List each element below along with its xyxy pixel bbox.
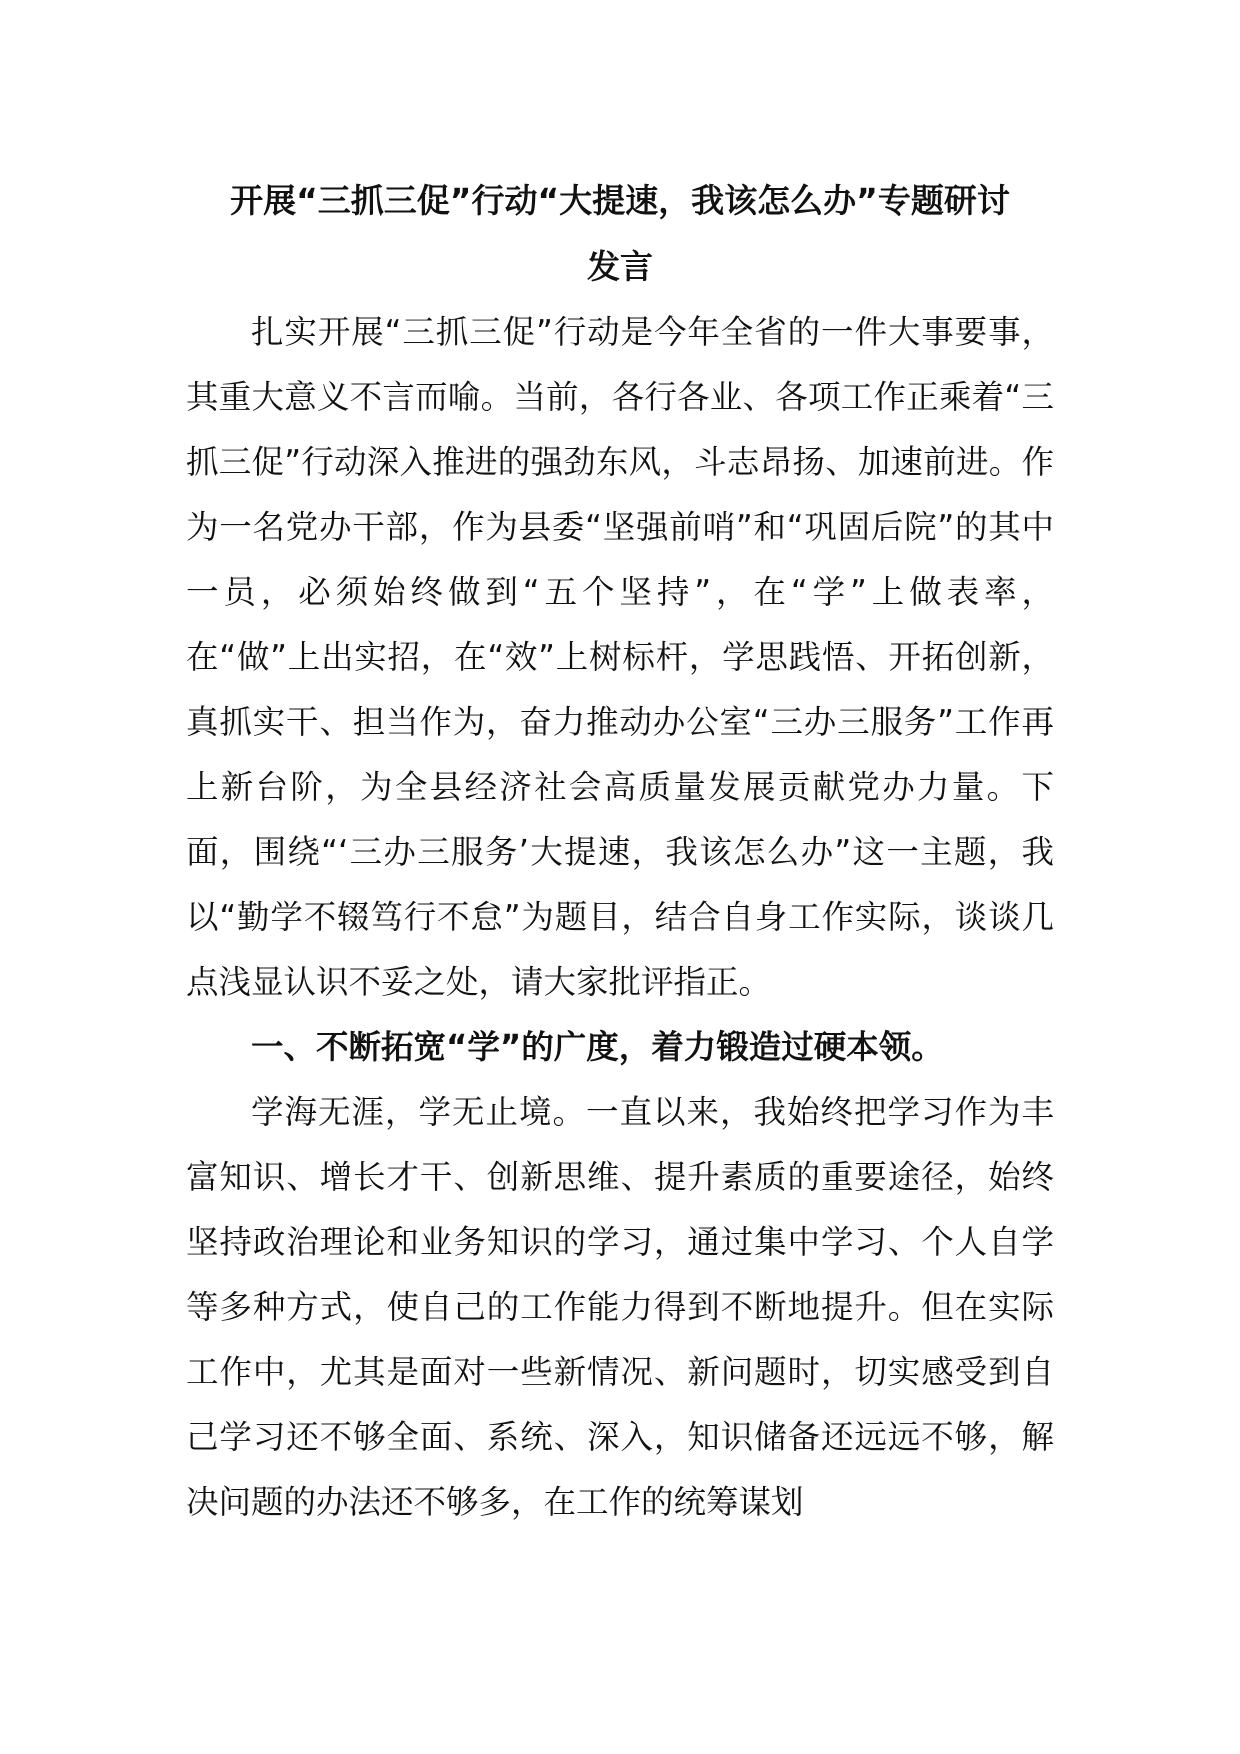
section-1-paragraph: 学海无涯，学无止境。一直以来，我始终把学习作为丰富知识、增长才干、创新思维、提升素质的重要途径，始终坚持政治理论和业务知识的学习，通过集中学习、个人自学等多种方式，使自己的工作能力得到不断地提升。但在实际工作中，尤其是面对一些新情况、新问题时，切实感受到自己学习还不够全面、系统、深入，知识储备还远远不够，解决问题的办法还不够多，在工作的统筹谋划 xyxy=(186,1093,1054,1521)
document-title-line-2: 发言 xyxy=(587,247,653,286)
intro-paragraph: 扎实开展“三抓三促”行动是今年全省的一件大事要事，其重大意义不言而喻。当前，各行各业、各项工作正乘着“三抓三促”行动深入推进的强劲东风，斗志昂扬、加速前进。作为一名党办干部，作为县委“坚强前哨”和“巩固后院”的其中一员，必须始终做到“五个坚持”，在“学”上做表率，在“做”上出实招，在“效”上树标杆，学思践悟、开拓创新，真抓实干、担当作为，奋力推动办公室“三办三服务”工作再上新台阶，为全县经济社会高质量发展贡献党办力量。下面，围绕“‘三办三服务’大提速，我该怎么办”这一主题，我以“勤学不辍笃行不怠”为题目，结合自身工作实际，谈谈几点浅显认识不妥之处，请大家批评指正。 xyxy=(186,313,1054,1001)
document-title xyxy=(186,168,1054,300)
document-title-line-1: 开展“三抓三促”行动“大提速，我该怎么办”专题研讨 xyxy=(230,181,1010,220)
section-heading-1: 一、不断拓宽“学”的广度，着力锻造过硬本领。 xyxy=(251,1028,944,1066)
document-page xyxy=(186,168,1054,1535)
